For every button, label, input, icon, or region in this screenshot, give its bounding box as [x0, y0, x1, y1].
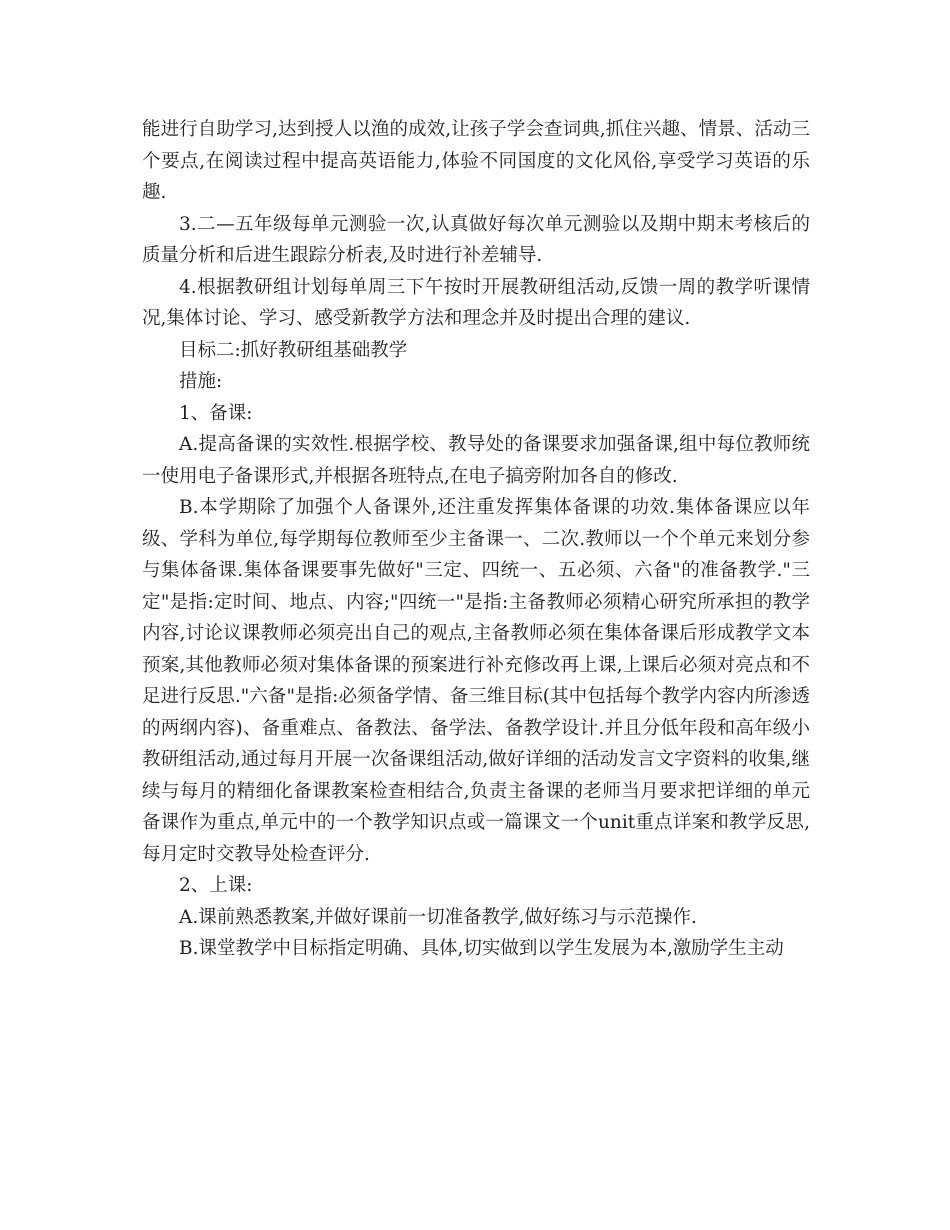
section-heading-goal-2: 目标二:抓好教研组基础教学	[179, 339, 408, 361]
measures-label: 措施:	[179, 371, 223, 392]
paragraph-teaching-b: B.课堂教学中目标指定明确、具体,切实做到以学生发展为本,激励学生主动	[179, 938, 784, 959]
paragraph-3: 4.根据教研组计划每单周三下午按时开展教研组活动,反馈一周的教学听课情况,集体讨论、学习、感受新教学方法和理念并及时提出合理的建议.	[142, 276, 810, 329]
paragraph-2: 3.二—五年级每单元测验一次,认真做好每次单元测验以及期中期末考核后的质量分析和后进生跟踪分析表,及时进行补差辅导.	[142, 213, 810, 266]
paragraph-prep-a: A.提高备课的实效性.根据学校、教导处的备课要求加强备课,组中每位教师统一使用电子备课形式,并根据各班特点,在电子搞旁附加各自的修改.	[142, 434, 810, 487]
paragraph-1: 能进行自助学习,达到授人以渔的成效,让孩子学会查词典,抓住兴趣、情景、活动三个要点,在阅读过程中提高英语能力,体验不同国度的文化风俗,享受学习英语的乐趣.	[142, 119, 810, 203]
paragraph-prep-b: B.本学期除了加强个人备课外,还注重发挥集体备课的功效.集体备课应以年级、学科为单位,每学期每位教师至少主备课一、二次.教师以一个个单元来划分参与集体备课.集体备课要事先做好"三定、四统一、五必须、六备"的准备教学."三定"是指:定时间、地点、内容;"四统一"是指:主备教师必须精心研究所承担的教学内容,讨论议课教师必须亮出自己的观点,主备教师必须在集体备课后形成教学文本预案,其他教师必须对集体备课的预案进行补充修改再上课,上课后必须对亮点和不足进行反思."六备"是指:必须备学情、备三维目标(其中包括每个教学内容内所渗透的两纲内容)、备重难点、备教法、备学法、备教学设计.并且分低年段和高年级小教研组活动,通过每月开展一次备课组活动,做好详细的活动发言文字资料的收集,继续与每月的精细化备课教案检查相结合,负责主备课的老师当月要求把详细的单元备课作为重点,单元中的一个教学知识点或一篇课文一个unit重点详案和教学反思,每月定时交教导处检查评分.	[142, 497, 810, 865]
document-body	[142, 114, 810, 965]
subheading-lesson-prep: 1、备课:	[179, 402, 253, 424]
paragraph-teaching-a: A.课前熟悉教案,并做好课前一切准备教学,做好练习与示范操作.	[179, 906, 697, 928]
subheading-teaching: 2、上课:	[179, 875, 253, 896]
